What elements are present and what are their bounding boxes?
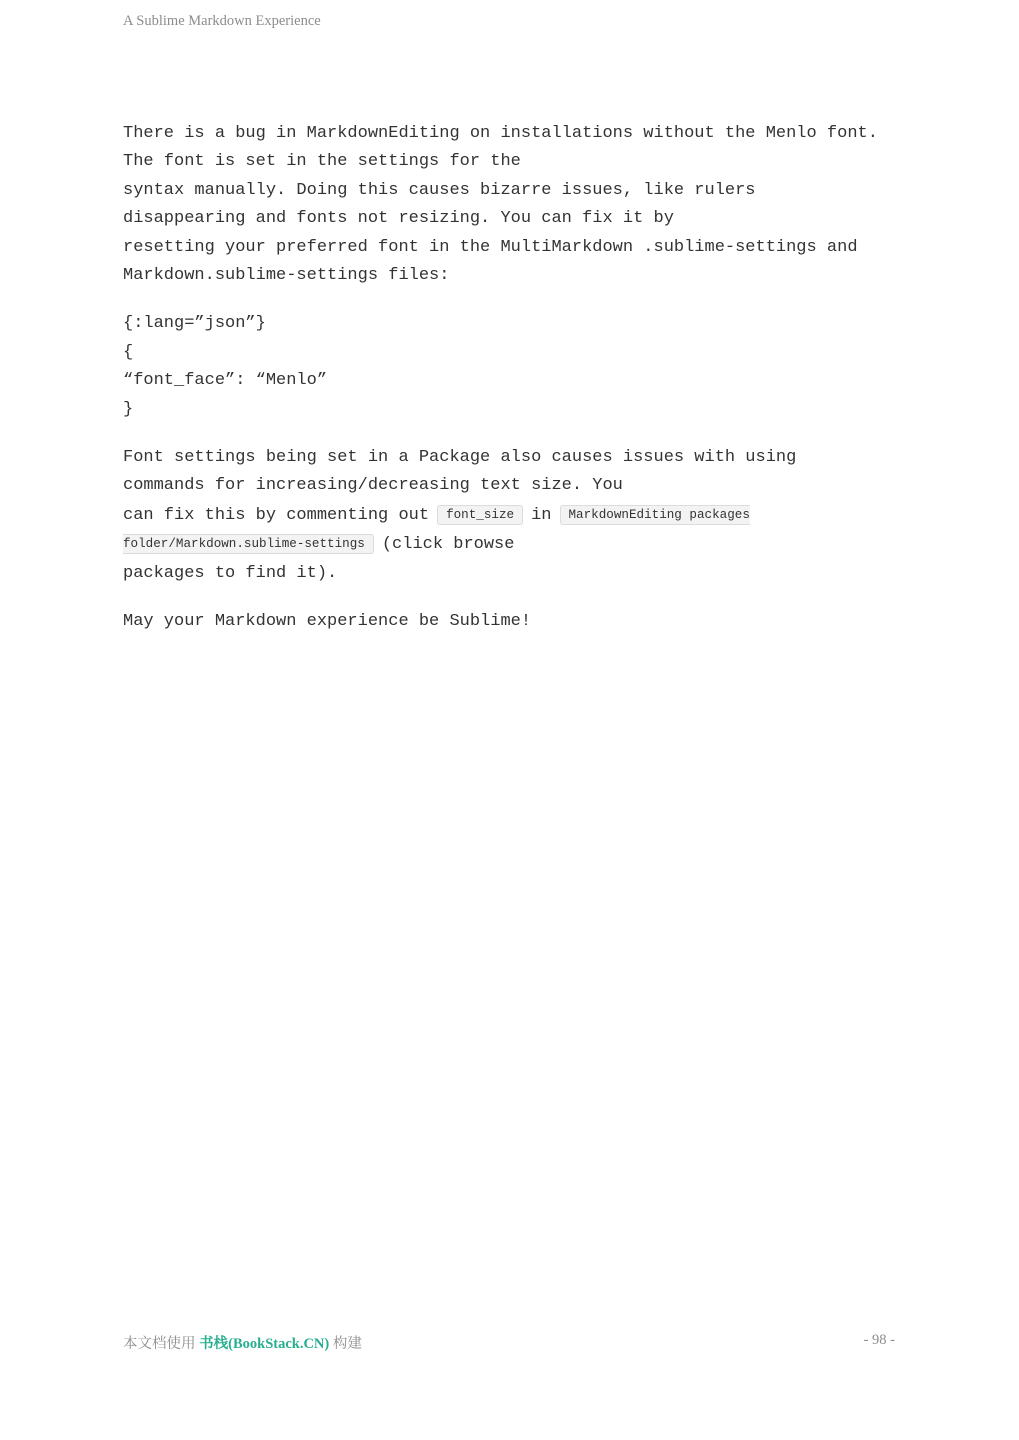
- text-fragment: (click browse: [381, 535, 515, 555]
- running-header: A Sublime Markdown Experience: [123, 13, 321, 29]
- page-number: - 98 -: [863, 1332, 895, 1348]
- code-line: {: [123, 342, 134, 362]
- text-line-with-code: [123, 501, 903, 530]
- closing-paragraph: May your Markdown experience be Sublime!: [123, 612, 532, 632]
- text-fragment: in: [531, 505, 552, 525]
- text-line: syntax manually. Doing this causes bizarre issues, like rulers: [123, 180, 756, 200]
- footer-prefix: 本文档使用: [123, 1336, 196, 1352]
- text-line: commands for increasing/decreasing text size. You: [123, 476, 623, 496]
- footer-suffix: 构建: [332, 1336, 362, 1352]
- code-line: {:lang=”json”}: [123, 314, 266, 334]
- text-line: Markdown.sublime-settings files:: [123, 266, 450, 286]
- inline-code-path-end: folder/Markdown.sublime-settings: [123, 534, 374, 554]
- bug-paragraph: [123, 120, 903, 290]
- text-line-with-code: [123, 530, 903, 559]
- text-line: disappearing and fonts not resizing. You can fix it by: [123, 209, 674, 229]
- footer-credit: [123, 1332, 362, 1353]
- text-line: packages to find it).: [123, 563, 338, 583]
- text-line: There is a bug in MarkdownEditing on installations without the Menlo font.: [123, 124, 878, 143]
- text-line: Font settings being set in a Package also causes issues with using: [123, 448, 797, 468]
- code-line: }: [123, 399, 134, 419]
- inline-code-path-start: MarkdownEditing packages: [560, 505, 750, 525]
- json-code-block: [123, 310, 903, 424]
- inline-code-font-size: font_size: [437, 505, 523, 525]
- text-fragment: can fix this by commenting out: [123, 505, 430, 525]
- code-line: “font_face”: “Menlo”: [123, 371, 328, 391]
- page-footer: [123, 1332, 895, 1353]
- page-content: [123, 120, 903, 657]
- text-line: resetting your preferred font in the MultiMarkdown .sublime-settings and: [123, 237, 858, 257]
- bookstack-link[interactable]: 书栈(BookStack.CN): [199, 1336, 330, 1352]
- text-line: The font is set in the settings for the: [123, 152, 521, 172]
- font-settings-paragraph: [123, 444, 903, 588]
